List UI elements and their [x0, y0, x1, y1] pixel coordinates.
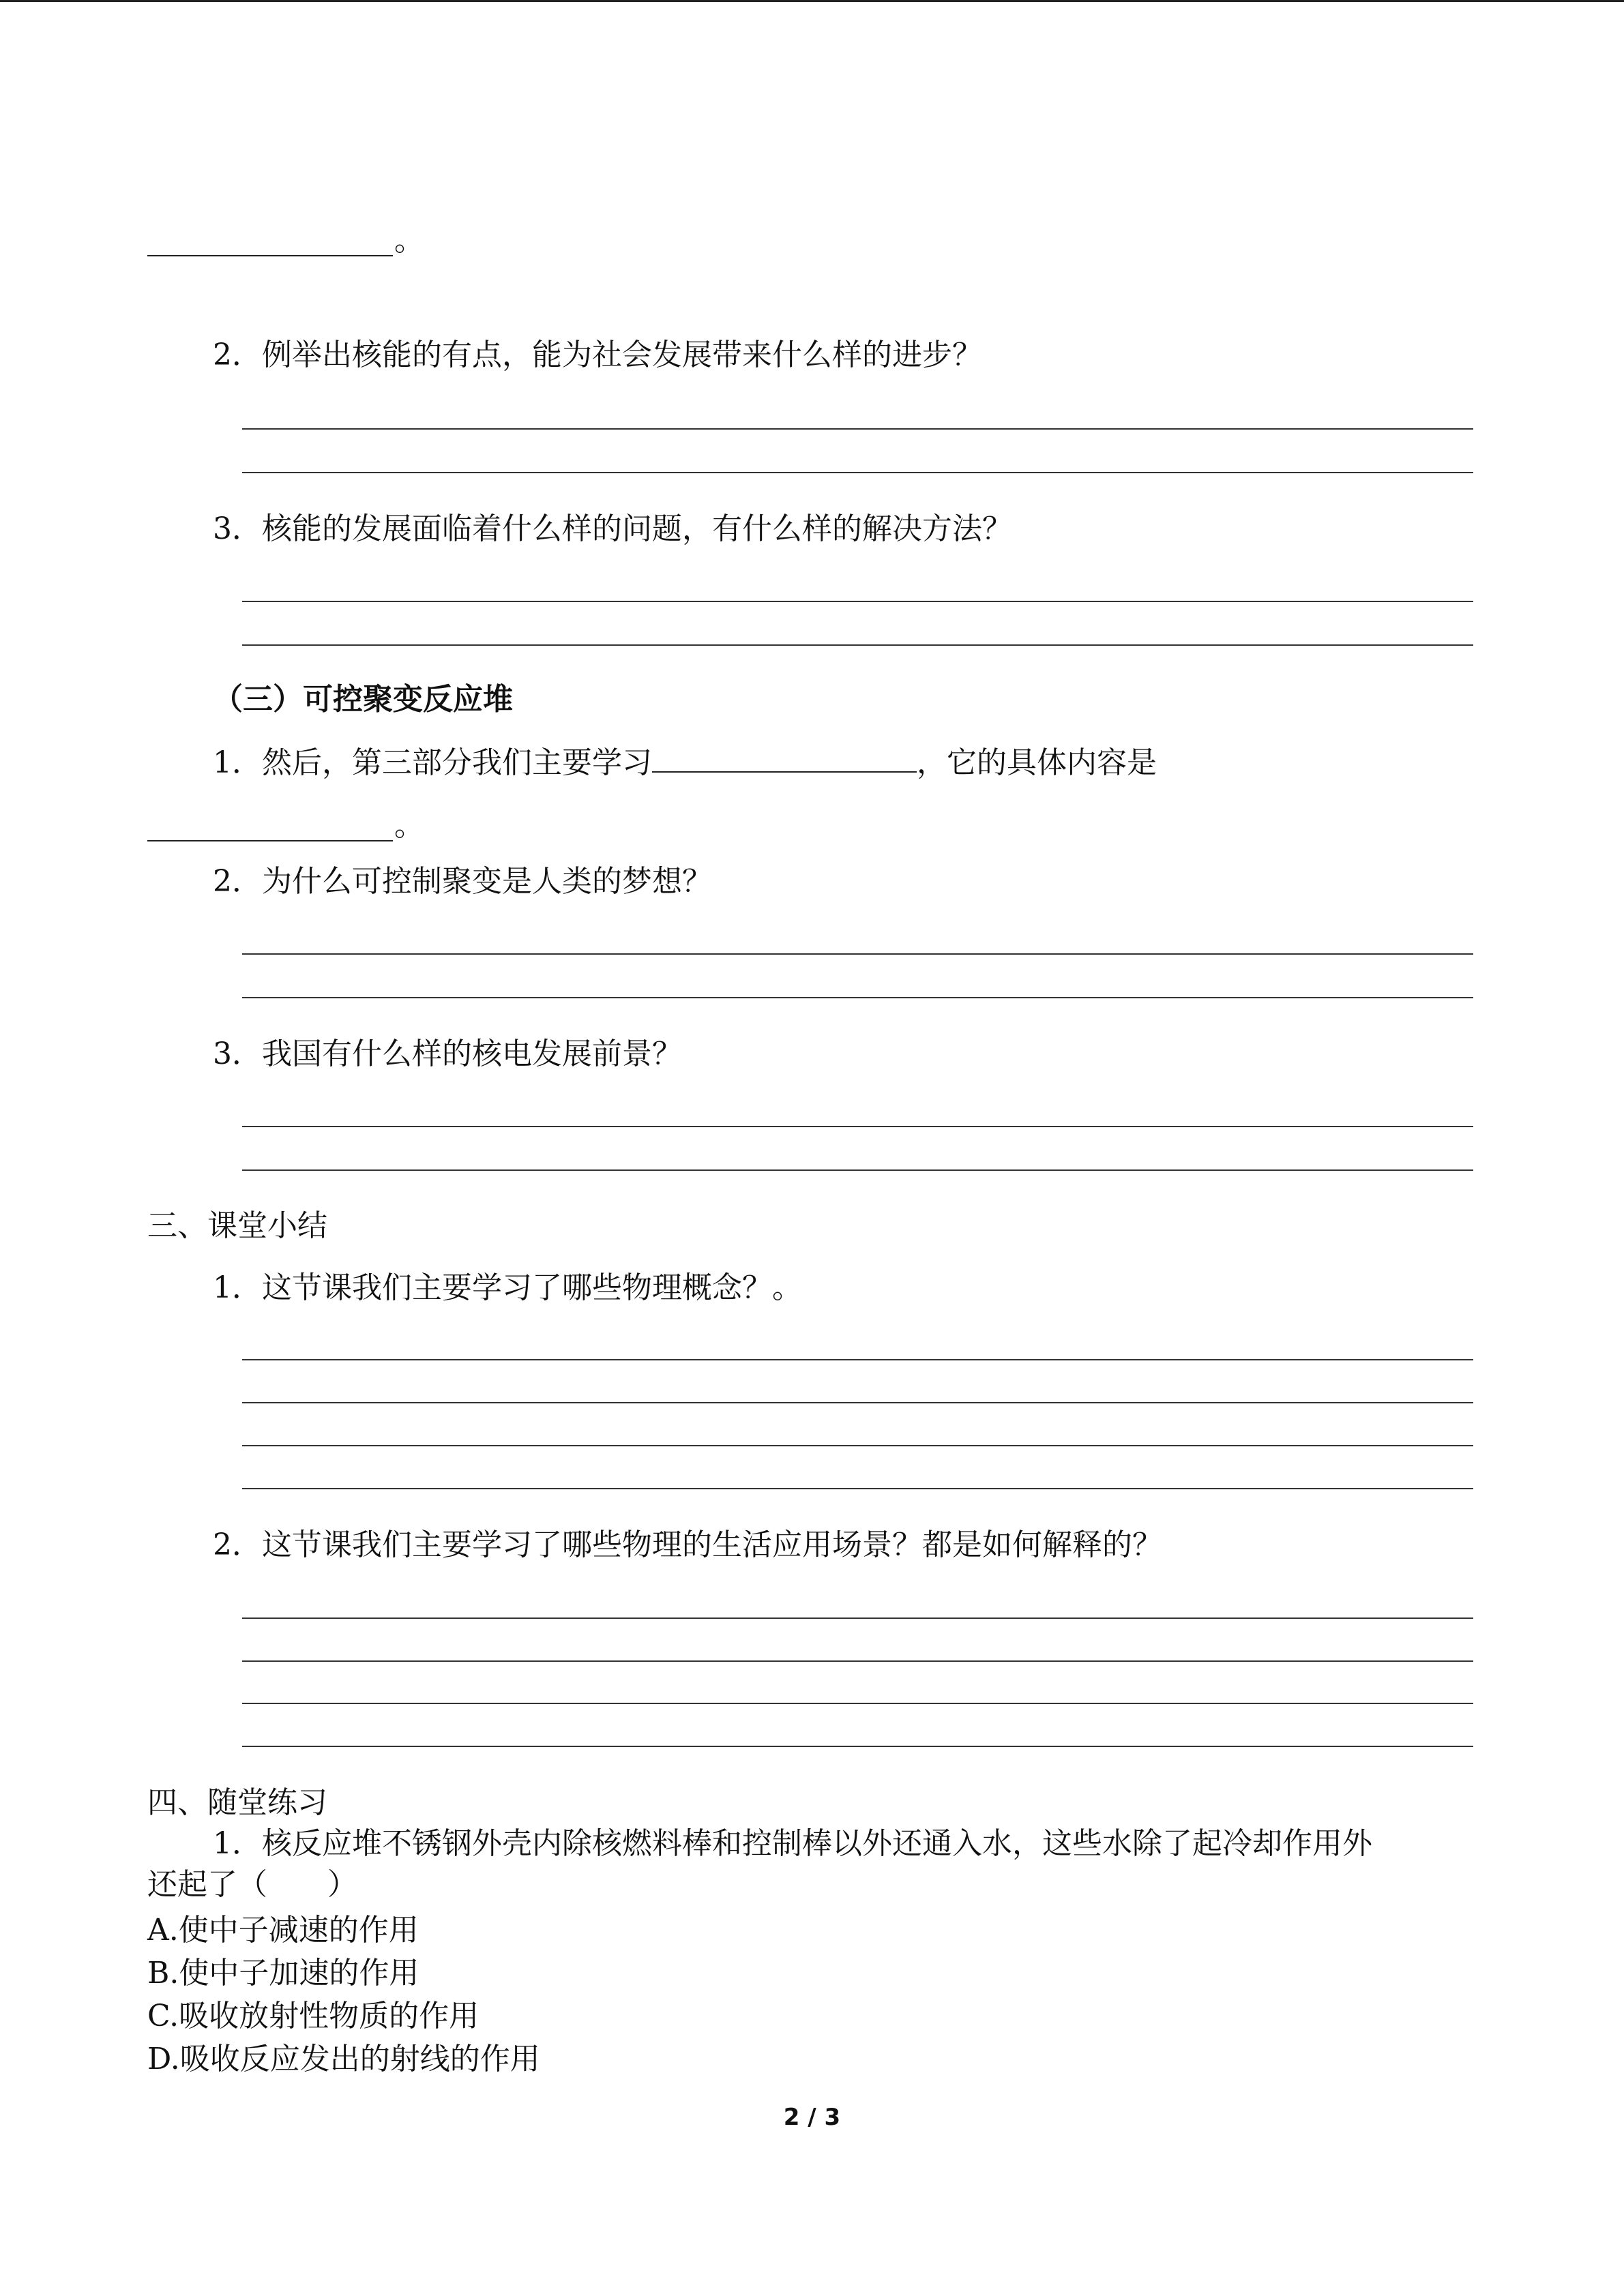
question-2-text: 2．例举出核能的有点，能为社会发展带来什么样的进步？ — [213, 338, 982, 372]
top-border — [0, 0, 1624, 2]
question-1-text — [213, 739, 1157, 781]
question-3-text: 3．我国有什么样的核电发展前景？ — [213, 1037, 682, 1071]
answer-line[interactable] — [242, 472, 1473, 473]
answer-line[interactable] — [242, 1488, 1473, 1489]
answer-blank[interactable] — [147, 839, 393, 841]
option-a[interactable]: A.使中子减速的作用 — [147, 1913, 419, 1948]
answer-line[interactable] — [242, 1617, 1473, 1619]
answer-line[interactable] — [242, 1126, 1473, 1127]
question-3-text: 3．核能的发展面临着什么样的问题，有什么样的解决方法？ — [213, 511, 1012, 546]
option-c[interactable]: C.吸收放射性物质的作用 — [147, 1999, 479, 2033]
practice-question-1: 1．核反应堆不锈钢外壳内除核燃料棒和控制棒以外还通入水，这些水除了起冷却作用外 — [213, 1826, 1372, 1861]
page-number: 2 / 3 — [783, 2104, 841, 2131]
question-1-suffix: ，它的具体内容是 — [917, 745, 1157, 780]
answer-line[interactable] — [242, 997, 1473, 998]
question-1-prefix: 1．然后，第三部分我们主要学习 — [213, 745, 652, 780]
end-mark: 。 — [394, 808, 424, 843]
answer-line[interactable] — [242, 1169, 1473, 1171]
answer-line[interactable] — [242, 1703, 1473, 1704]
summary-heading: 三、课堂小结 — [147, 1208, 327, 1243]
answer-line[interactable] — [242, 428, 1473, 430]
answer-line[interactable] — [242, 1660, 1473, 1662]
practice-question-1-cont: 还起了（ ） — [147, 1867, 357, 1902]
answer-line[interactable] — [242, 601, 1473, 602]
answer-line[interactable] — [242, 1402, 1473, 1403]
summary-question-1: 1．这节课我们主要学习了哪些物理概念？。 — [213, 1270, 802, 1305]
practice-heading: 四、随堂练习 — [147, 1785, 327, 1820]
answer-blank[interactable] — [652, 739, 917, 773]
question-2-text: 2．为什么可控制聚变是人类的梦想？ — [213, 864, 712, 899]
option-b[interactable]: B.使中子加速的作用 — [147, 1956, 419, 1991]
answer-line[interactable] — [242, 953, 1473, 955]
end-mark: 。 — [394, 223, 424, 258]
answer-line[interactable] — [242, 1359, 1473, 1360]
section-heading: （三）可控聚变反应堆 — [213, 682, 513, 717]
summary-question-2: 2．这节课我们主要学习了哪些物理的生活应用场景？都是如何解释的？ — [213, 1527, 1162, 1562]
option-d[interactable]: D.吸收反应发出的射线的作用 — [147, 2042, 540, 2076]
answer-blank[interactable] — [147, 254, 393, 256]
answer-line[interactable] — [242, 644, 1473, 646]
answer-line[interactable] — [242, 1746, 1473, 1747]
answer-line[interactable] — [242, 1445, 1473, 1446]
